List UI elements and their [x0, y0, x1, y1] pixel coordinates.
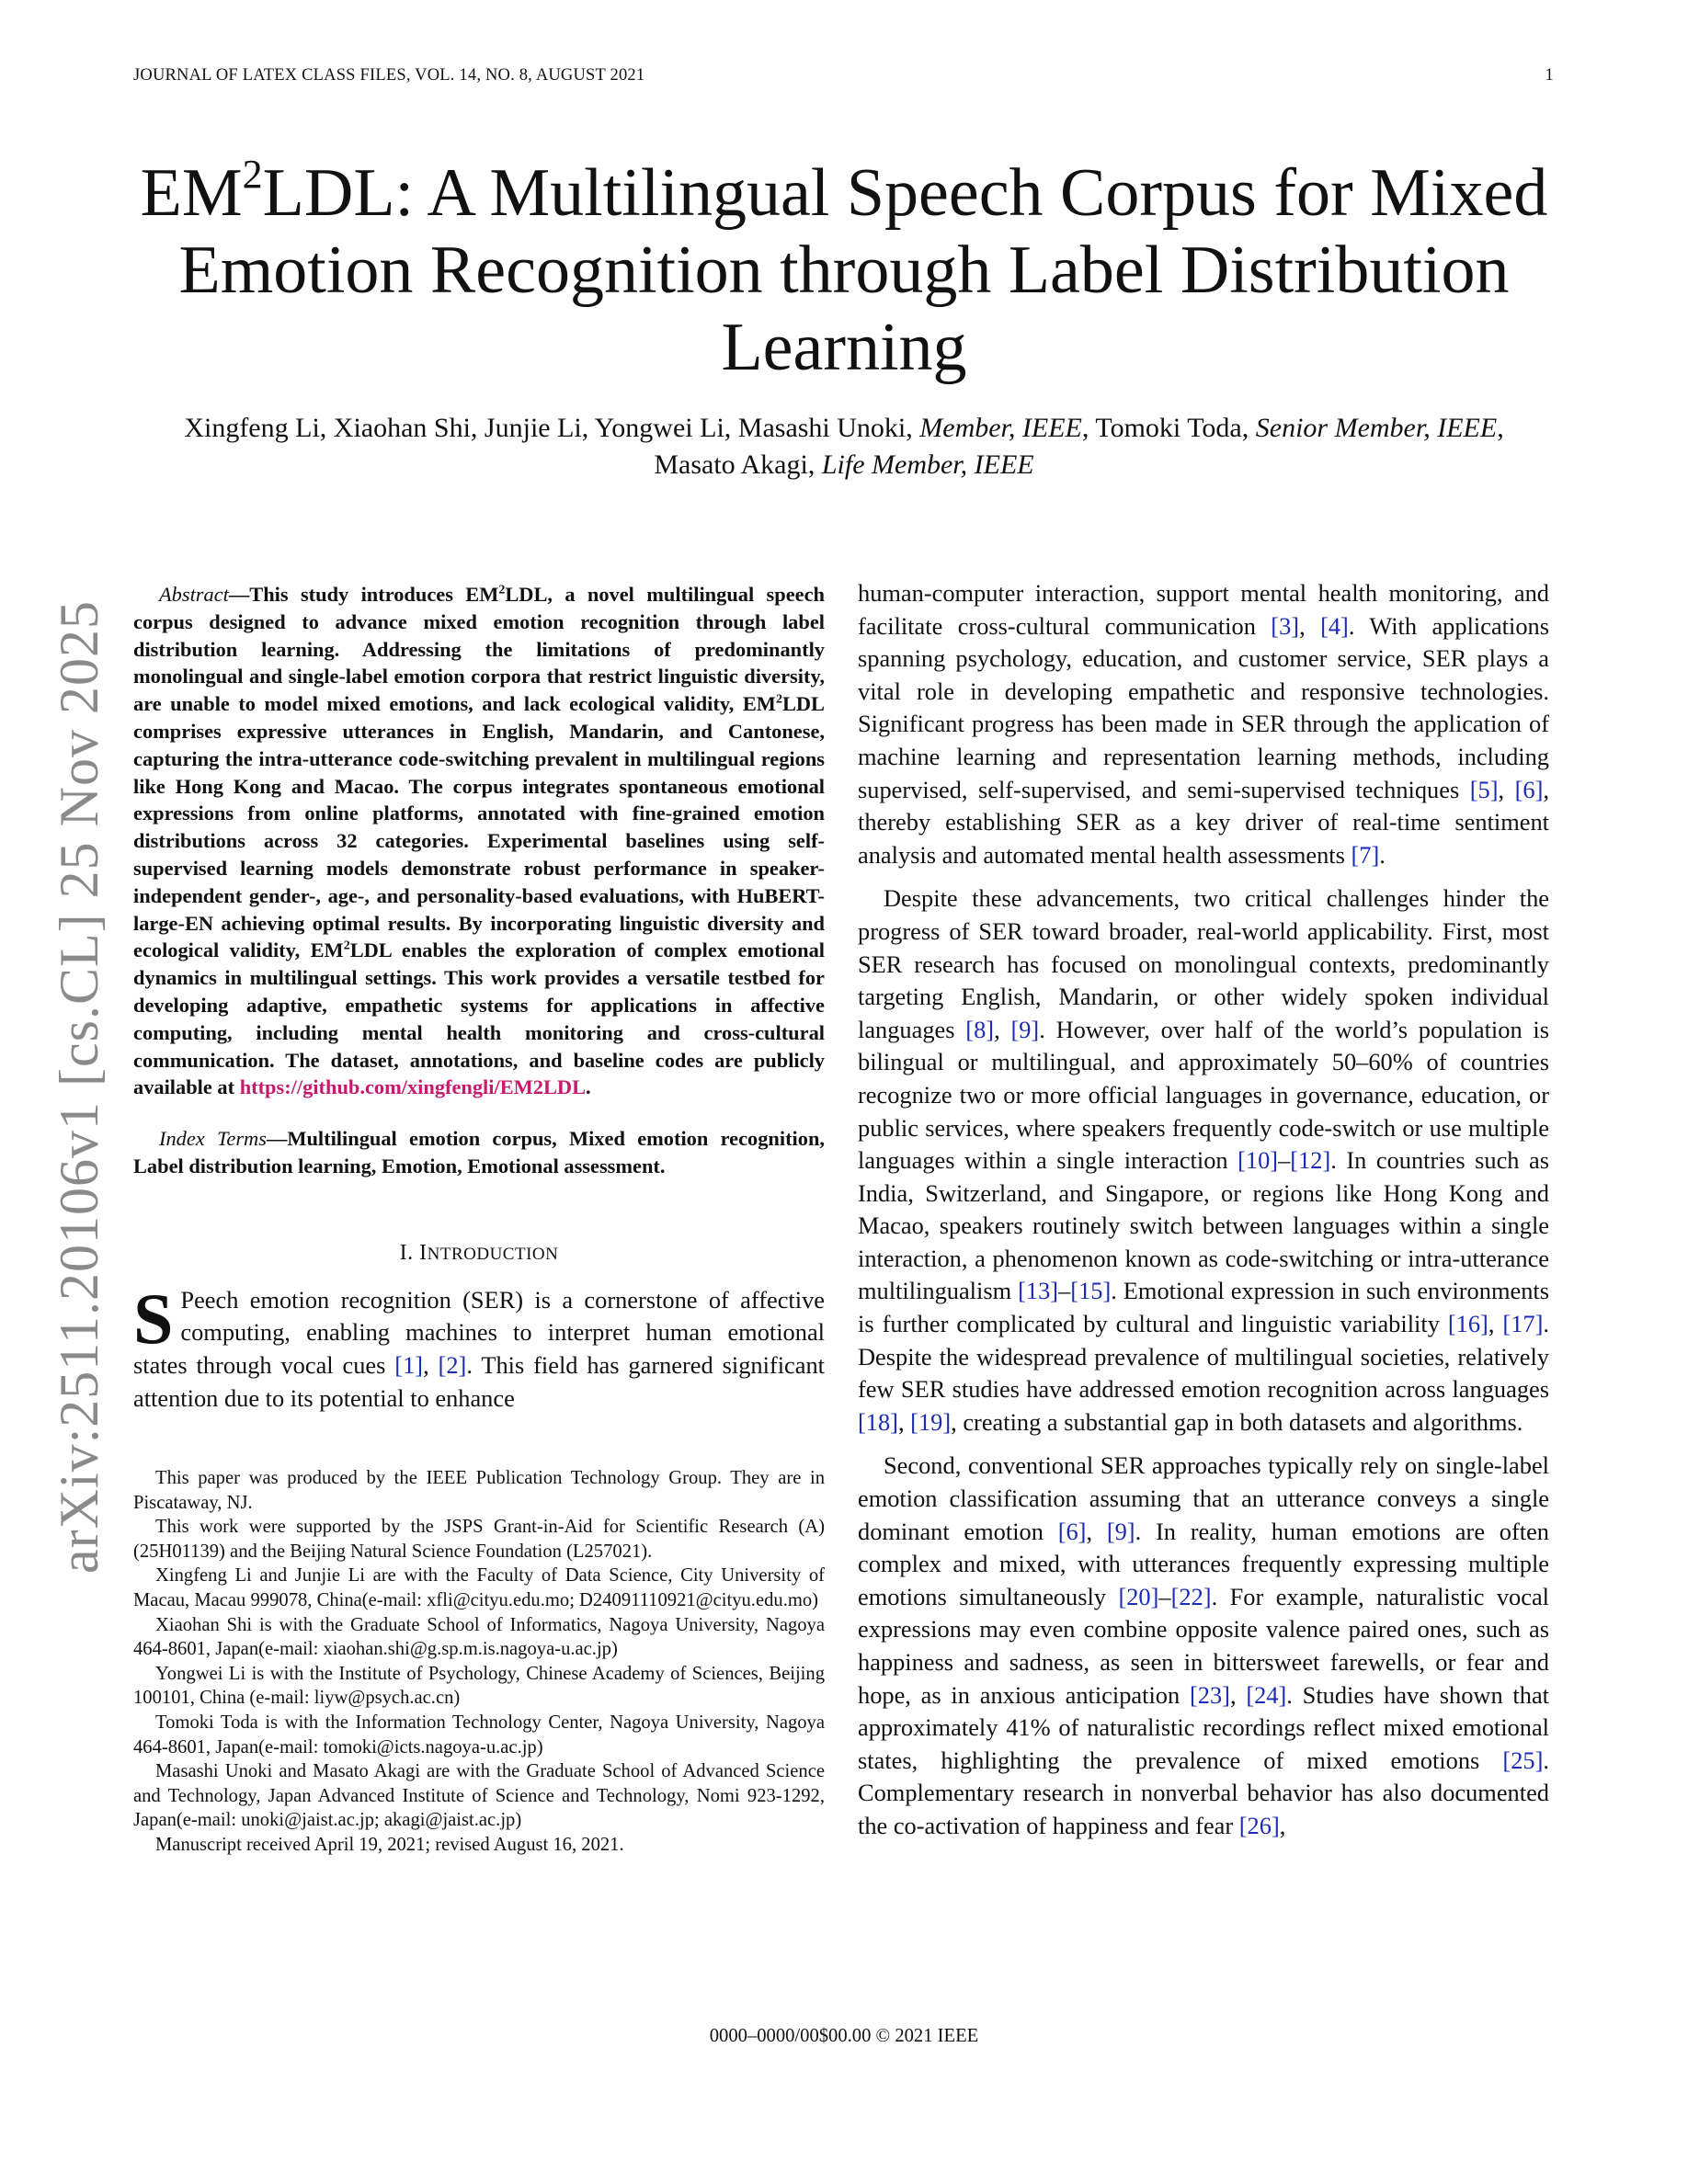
citation-link[interactable]: [7] [1351, 840, 1380, 869]
body-text: . Studies have shown that approximately 41% of naturalistic recordings reflect mixed emotional states, highlighting the prevalence of mixed emotions [858, 1680, 1549, 1774]
footnote: Manuscript received April 19, 2021; revised August 16, 2021. [155, 1835, 624, 1856]
abstract-text: LDL enables the exploration of complex emotional dynamics in multilingual settings. This work provides a versatile testbed for developing adaptive, empathetic systems for applications in affective computing, including mental health monitoring and cross-cultural communication. The dataset, annotations, and baseline codes are publicly available at [133, 938, 825, 1099]
footnote: Masashi Unoki and Masato Akagi are with the Graduate School of Advanced Science and Technology, Japan Advanced Institute of Science and Technology, Nomi 923-1292, Japan(e-mail: unoki@jaist.ac.jp; akagi@jaist.ac.jp) [133, 1761, 825, 1831]
arxiv-stamp: arXiv:2511.20106v1 [cs.CL] 25 Nov 2025 [49, 600, 109, 1574]
section-first-letter: I [419, 1240, 428, 1265]
body-text: . Despite the widespread prevalence of multilingual societies, relatively few SER studies have addressed emotion recognition across languages [858, 1310, 1549, 1404]
citation-link[interactable]: [6] [1057, 1517, 1087, 1545]
title-prefix: EM [140, 155, 243, 231]
citation-link[interactable]: [8] [965, 1015, 995, 1043]
paper-title [110, 154, 1578, 386]
intro-text: Peech emotion recognition (SER) is a cornerstone of affective computing, enabling machines to interpret human emotional states through vocal cues [133, 1285, 825, 1379]
citation-link[interactable]: [10] [1237, 1146, 1279, 1175]
citation-link[interactable]: [13] [1018, 1277, 1059, 1305]
body-text: , [1279, 1811, 1286, 1839]
citation-link[interactable]: [18] [858, 1407, 898, 1436]
body-text: , creating a substantial gap in both datasets and algorithms. [951, 1407, 1523, 1436]
body-text: Second, conventional SER approaches typically rely on single-label emotion classification assuming that an utterance conveys a single dominant emotion [858, 1451, 1549, 1545]
authors-part: Xingfeng Li, Xiaohan Shi, Junjie Li, Yongwei Li, Masashi Unoki, [184, 413, 920, 443]
left-column [133, 581, 825, 1858]
intro-paragraph: S Peech emotion recognition (SER) is a cornerstone of affective computing, enabling machines to interpret human emotional states through vocal cues [1], [2]. This field has garnered significant attention due to its potential to enhance [133, 1278, 825, 1412]
page-number: 1 [1545, 66, 1554, 85]
citation-link[interactable]: [17] [1502, 1310, 1544, 1338]
body-text: . With applications spanning psychology, education, and customer service, SER plays a vital role in developing empathetic and responsive technologies. Significant progress has been made in SER through the application of machine learning and representation learning methods, including supervised, self-supervised, and semi-supervised techniques [858, 611, 1549, 803]
footnote: Xiaohan Shi is with the Graduate School of Informatics, Nagoya University, Nagoya 464-8601, Japan(e-mail: xiaohan.shi@g.sp.m.is.nagoya-u.ac.jp) [133, 1614, 825, 1660]
citation-link[interactable]: [25] [1502, 1746, 1544, 1774]
citation-link[interactable]: [19] [910, 1407, 952, 1436]
footnotes [133, 1466, 825, 1858]
abstract-text: LDL, a novel multilingual speech corpus designed to advance mixed emotion recognition through label distribution learning. Addressing the limitations of predominantly monolingual and single-label emotion corpora that restrict linguistic diversity, are unable to model mixed emotions, and lack ecological validity, EM [133, 583, 825, 716]
body-text: . Complementary research in nonverbal behavior has also documented the co-activation of happiness and fear [858, 1746, 1549, 1839]
citation-link[interactable]: [5] [1469, 775, 1499, 803]
abstract-superscript: 2 [343, 938, 350, 953]
right-column [858, 577, 1549, 1854]
body-text: . In countries such as India, Switzerland, and Singapore, or regions like Hong Kong and Macao, speakers routinely switch between languages within a single interaction, a phenomenon known as code-switching or intra-utterance multilingualism [858, 1146, 1549, 1305]
citation-link[interactable]: [9] [1106, 1517, 1135, 1545]
citation-link[interactable]: [2] [438, 1350, 467, 1379]
body-text: . Emotional expression in such environments is further complicated by cultural and linguistic variability [858, 1277, 1549, 1338]
authors-part: , Masato Akagi, [654, 413, 1504, 480]
citation-link[interactable]: [9] [1010, 1015, 1040, 1043]
body-text: human-computer interaction, support mental health monitoring, and facilitate cross-cultural communication [858, 579, 1549, 640]
footnote: Xingfeng Li and Junjie Li are with the Faculty of Data Science, City University of Macau, Macau 999078, China(e-mail: xfli@cityu.edu.mo; D24091110921@cityu.edu.mo) [133, 1565, 825, 1611]
citation-link[interactable]: [1] [394, 1350, 424, 1379]
title-superscript: 2 [242, 152, 263, 197]
body-text: . In reality, human emotions are often complex and mixed, with utterances frequently expressing multiple emotions simultaneously [858, 1517, 1550, 1610]
abstract-label: Abstract [159, 583, 229, 606]
footnote: Tomoki Toda is with the Information Technology Center, Nagoya University, Nagoya 464-8601, Japan(e-mail: tomoki@icts.nagoya-u.ac.jp) [133, 1712, 825, 1757]
abstract-superscript: 2 [498, 583, 506, 597]
author-list [165, 410, 1523, 483]
citation-link[interactable]: [20] [1118, 1582, 1159, 1610]
index-terms-text: —Multilingual emotion corpus, Mixed emotion recognition, Label distribution learning, Emotion, Emotional assessment. [133, 1127, 825, 1177]
journal-name: JOURNAL OF LATEX CLASS FILES, VOL. 14, NO. 8, AUGUST 2021 [133, 66, 645, 85]
body-text: . For example, naturalistic vocal expressions may even combine opposite valence paired ones, such as happiness and sadness, as seen in bittersweet farewells, or fear and hope, as in anxious anticipation [858, 1582, 1549, 1709]
author-membership: Senior Member, IEEE [1255, 413, 1498, 443]
body-text: Despite these advancements, two critical challenges hinder the progress of SER toward broader, real-world applicability. First, most SER research has focused on monolingual contexts, predominantly targeting English, Mandarin, or other widely spoken individual languages [858, 884, 1549, 1043]
github-link[interactable]: https://github.com/xingfengli/EM2LDL [239, 1075, 587, 1099]
citation-link[interactable]: [4] [1320, 611, 1349, 640]
abstract-superscript: 2 [775, 692, 782, 707]
title-rest: LDL: A Multilingual Speech Corpus for Mixed Emotion Recognition through Label Distribution Learning [178, 155, 1548, 385]
author-membership: Member, IEEE [919, 413, 1082, 443]
section-heading-introduction [133, 1241, 825, 1266]
footnote: This work were supported by the JSPS Grant-in-Aid for Scientific Research (A) (25H01139) and the Beijing Natural Science Foundation (L257021). [133, 1517, 825, 1562]
citation-link[interactable]: [15] [1070, 1277, 1112, 1305]
abstract-text: . [586, 1075, 591, 1099]
section-numeral: I. [399, 1240, 420, 1265]
abstract [133, 581, 825, 1101]
author-membership: Life Member, IEEE [821, 449, 1034, 480]
copyright-footer: 0000–0000/00$00.00 © 2021 IEEE [709, 2026, 979, 2046]
citation-link[interactable]: [16] [1447, 1310, 1488, 1338]
index-terms [133, 1125, 825, 1180]
abstract-text: LDL comprises expressive utterances in English, Mandarin, and Cantonese, capturing the intra-utterance code-switching prevalent in multilingual regions like Hong Kong and Macao. The corpus integrates spontaneous emotional expressions from online platforms, annotated with fine-grained emotion distributions across 32 categories. Experimental baselines using self-supervised learning models demonstrate robust performance in speaker-independent gender-, age-, and personality-based evaluations, with HuBERT-large-EN achieving optimal results. By incorporating linguistic diversity and ecological validity, EM [133, 692, 825, 962]
citation-link[interactable]: [23] [1189, 1680, 1230, 1709]
authors-part: , Tomoki Toda, [1081, 413, 1256, 443]
running-header [133, 66, 1554, 85]
citation-link[interactable]: [26] [1238, 1811, 1280, 1839]
body-paragraph: Second, conventional SER approaches typically rely on single-label emotion classification assuming that an utterance conveys a single dominant emotion [6], [9]. In reality, human emotions are often complex and mixed, with utterances frequently expressing multiple emotions simultaneously [20]–[22]. For example, naturalistic vocal expressions may even combine opposite valence paired ones, such as happiness and sadness, as seen in bittersweet farewells, or fear and hope, as in anxious anticipation [23], [24]. Studies have shown that approximately 41% of naturalistic recordings reflect mixed emotional states, highlighting the prevalence of mixed emotions [25]. Complementary research in nonverbal behavior has also documented the co-activation of happiness and fear [26], [858, 1451, 1550, 1839]
citation-link[interactable]: [22] [1170, 1582, 1212, 1610]
body-text: . However, over half of the world’s population is bilingual or multilingual, and approximately 50–60% of countries recognize two or more official languages in governance, education, or public services, where speakers frequently code-switch or use multiple languages within a single interaction [858, 1015, 1550, 1175]
abstract-text: —This study introduces EM [228, 583, 499, 606]
body-paragraph: human-computer interaction, support mental health monitoring, and facilitate cross-cultural communication [3], [4]. With applications spanning psychology, education, and customer service, SER plays a vital role in developing empathetic and responsive technologies. Significant progress has been made in SER through the application of machine learning and representation learning methods, including supervised, self-supervised, and semi-supervised techniques [5], [6], thereby establishing SER as a key driver of real-time sentiment analysis and automated mental health assessments [7]. [858, 579, 1549, 869]
drop-cap: S [133, 1278, 174, 1359]
citation-link[interactable]: [6] [1514, 775, 1544, 803]
section-rest: NTRODUCTION [427, 1244, 559, 1264]
index-terms-label: Index Terms [159, 1127, 267, 1151]
intro-text: . This field has garnered significant attention due to its potential to enhance [133, 1350, 825, 1412]
body-text: . [1379, 840, 1386, 869]
body-text: , thereby establishing SER as a key driver of real-time sentiment analysis and automated mental health assessments [858, 775, 1549, 869]
citation-link[interactable]: [12] [1290, 1146, 1331, 1175]
body-paragraph: Despite these advancements, two critical challenges hinder the progress of SER toward broader, real-world applicability. First, most SER research has focused on monolingual contexts, predominantly targeting English, Mandarin, or other widely spoken individual languages [8], [9]. However, over half of the world’s population is bilingual or multilingual, and approximately 50–60% of countries recognize two or more official languages in governance, education, or public services, where speakers frequently code-switch or use multiple languages within a single interaction [10]–[12]. In countries such as India, Switzerland, and Singapore, or regions like Hong Kong and Macao, speakers routinely switch between languages within a single interaction, a phenomenon known as code-switching or intra-utterance multilingualism [13]–[15]. Emotional expression in such environments is further complicated by cultural and linguistic variability [16], [17]. Despite the widespread prevalence of multilingual societies, relatively few SER studies have addressed emotion recognition across languages [18], [19], creating a substantial gap in both datasets and algorithms. [858, 884, 1550, 1436]
footnote: Yongwei Li is with the Institute of Psychology, Chinese Academy of Sciences, Beijing 100101, China (e-mail: liyw@psych.ac.cn) [133, 1663, 825, 1709]
citation-link[interactable]: [24] [1246, 1680, 1287, 1709]
citation-link[interactable]: [3] [1271, 611, 1300, 640]
footnote: This paper was produced by the IEEE Publication Technology Group. They are in Piscataway, NJ. [133, 1468, 825, 1513]
